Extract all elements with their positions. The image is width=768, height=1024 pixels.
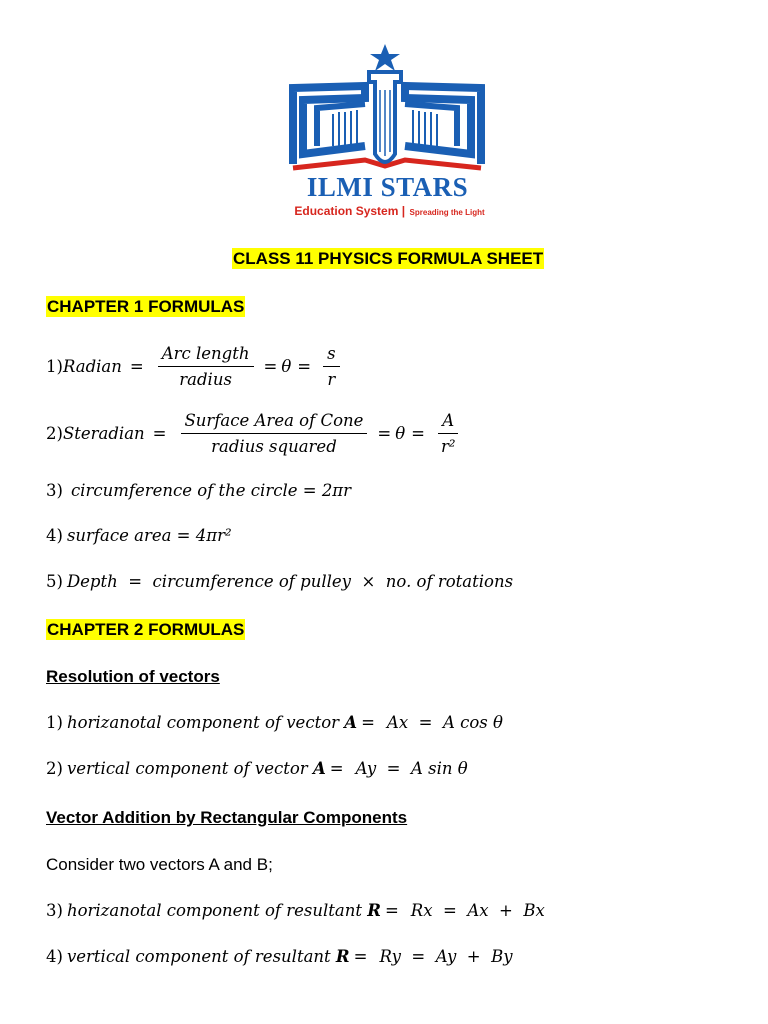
- formula-number: 1): [46, 356, 63, 376]
- fraction-numerator: Surface Area of Cone: [181, 411, 368, 434]
- logo-tagline-main: Education System |: [294, 204, 406, 218]
- equals-sign: =: [129, 356, 144, 376]
- vector-symbol: R: [367, 901, 381, 920]
- chapter1-heading-text: CHAPTER 1 FORMULAS: [47, 297, 245, 316]
- vector-symbol: A: [312, 759, 326, 778]
- fraction-denominator: r: [327, 369, 336, 389]
- formula-number: 2): [46, 423, 63, 443]
- fraction: [158, 344, 254, 389]
- fraction-denominator: r²: [441, 436, 456, 456]
- vector-symbol: A: [344, 713, 358, 732]
- fraction-denominator: radius squared: [211, 436, 337, 456]
- ch2-formula-1: [46, 713, 503, 732]
- page-title-text: CLASS 11 PHYSICS FORMULA SHEET: [233, 249, 544, 268]
- equals-sign: =: [411, 423, 425, 443]
- fraction-numerator: Arc length: [158, 344, 254, 367]
- equals-sign: =: [353, 947, 368, 966]
- theta-symbol: θ: [281, 356, 292, 376]
- formula-rhs: Ay = A sin θ: [355, 759, 468, 778]
- formula-rhs: Ax = A cos θ: [386, 713, 503, 732]
- formula-text: surface area = 4πr²: [66, 526, 232, 545]
- ch2-formula-4: [46, 947, 513, 966]
- equals-sign: =: [377, 423, 392, 443]
- fraction: [437, 411, 460, 456]
- logo-tagline-sub: Spreading the Light: [409, 208, 485, 217]
- formula-lhs: Radian: [62, 356, 122, 376]
- formula-text: vertical component of vector: [66, 759, 308, 778]
- formula-lhs: Steradian: [62, 423, 145, 443]
- ch1-formula-1: [46, 340, 346, 392]
- equals-sign: =: [329, 759, 344, 778]
- formula-number: 3): [46, 481, 63, 500]
- logo-tagline: [287, 202, 492, 220]
- formula-text: vertical component of resultant: [66, 947, 331, 966]
- chapter2-heading: [46, 620, 245, 640]
- vector-addition-subheading: Vector Addition by Rectangular Components: [46, 808, 408, 827]
- formula-number: 5): [46, 572, 63, 591]
- ch1-formula-5: [46, 572, 513, 591]
- equals-sign: =: [384, 901, 399, 920]
- fraction-denominator: radius: [179, 369, 232, 389]
- ch1-formula-4: [46, 526, 232, 545]
- page-title: [232, 249, 544, 269]
- formula-number: 1): [46, 713, 63, 732]
- consider-text: Consider two vectors A and B;: [46, 855, 273, 874]
- ch1-formula-2: [46, 407, 466, 459]
- formula-text: circumference of the circle = 2πr: [70, 481, 352, 500]
- formula-rhs: Rx = Ax + Bx: [410, 901, 545, 920]
- formula-number: 4): [46, 526, 63, 545]
- resolution-subheading: Resolution of vectors: [46, 667, 220, 686]
- chapter1-heading: [46, 297, 245, 317]
- equals-sign: =: [263, 356, 278, 376]
- equals-sign: =: [297, 356, 312, 376]
- formula-rhs: Ry = Ay + By: [379, 947, 513, 966]
- ch1-formula-3: [46, 481, 351, 500]
- equals-sign: =: [361, 713, 375, 732]
- ch2-formula-2: [46, 759, 468, 778]
- formula-text: horizanotal component of vector: [66, 713, 340, 732]
- fraction-numerator: A: [438, 411, 458, 434]
- formula-number: 3): [46, 901, 63, 920]
- ilmi-stars-logo: [285, 42, 490, 220]
- fraction: [323, 344, 339, 389]
- equals-sign: =: [152, 423, 167, 443]
- formula-number: 4): [46, 947, 63, 966]
- ch2-formula-3: [46, 901, 545, 920]
- formula-text: horizanotal component of resultant: [66, 901, 362, 920]
- fraction: [181, 411, 368, 456]
- theta-symbol: θ: [395, 423, 406, 443]
- fraction-numerator: s: [323, 344, 339, 367]
- vector-symbol: R: [335, 947, 350, 966]
- formula-number: 2): [46, 759, 63, 778]
- logo-brand-text: ILMI STARS: [306, 172, 469, 202]
- formula-text: Depth = circumference of pulley × no. of rotations: [66, 572, 514, 591]
- chapter2-heading-text: CHAPTER 2 FORMULAS: [47, 620, 245, 639]
